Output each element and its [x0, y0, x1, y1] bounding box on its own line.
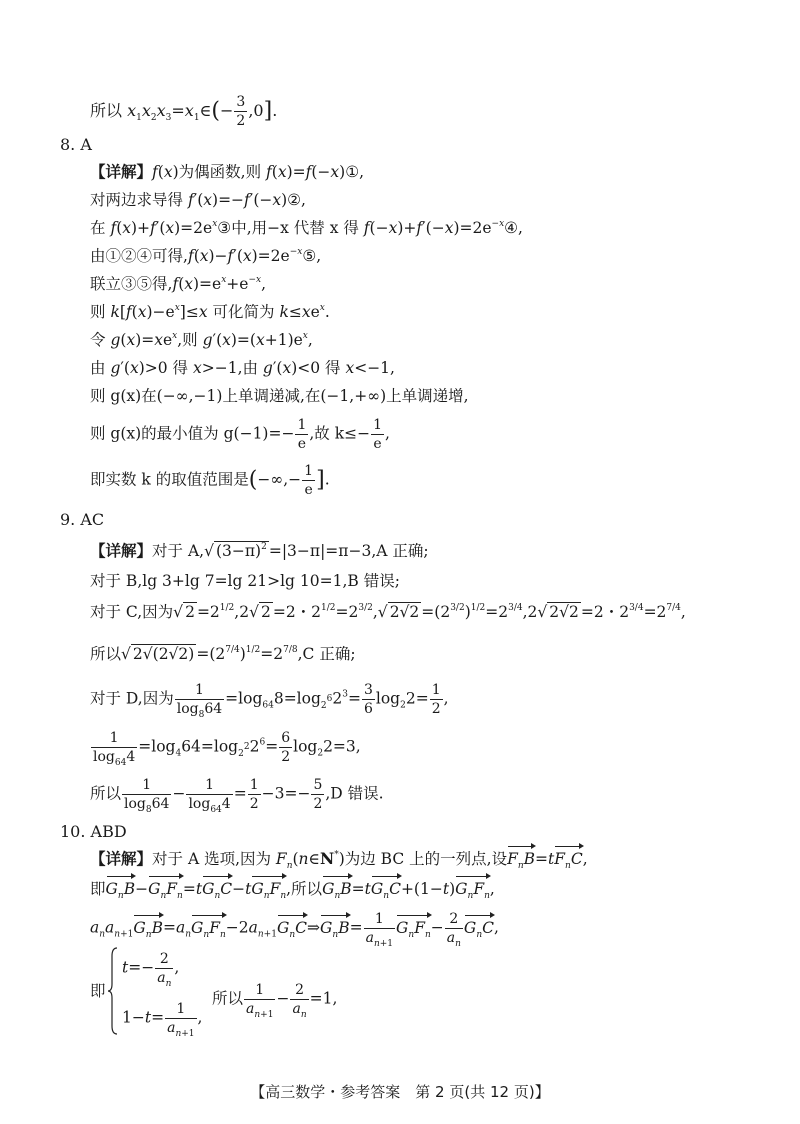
line-8-11: 即实数 k 的取值范围是(−∞,− $\frac{1}{e}$ ]. [90, 463, 330, 498]
detail-tag: 【详解】 [90, 849, 153, 868]
fraction: $\frac{1}{e}$ [304, 463, 314, 498]
fraction: $\frac{1}{\log_864}$ [124, 777, 170, 815]
fraction: $\frac{3}{6}$ [363, 682, 373, 717]
line-10-3: $a_na_{n+1}G_nB=a_nG_nF_n-2a_{n+1}G_nC\Rightarrow G_nB=$ $\frac{1}{a_{n+1}}$ $G_nF_n-$ $\frac{2}{a_n}$ $G_nC$, [90, 911, 499, 949]
fraction: $\frac{3}{2}$ [236, 94, 246, 129]
line-9-5: 对于 D,因为 $\frac{1}{\log_864}$ $=\log_{64}8=\log_{2^6}2^3=$ $\frac{3}{6}$ $\log_22=$ $\frac{1}{2}$ , [90, 682, 449, 720]
question-9-answer: 9. AC [60, 510, 105, 529]
line-9-6: $\frac{1}{\log_{64}4}$ $=\log_464=\log_{2^2}2^6=$ $\frac{6}{2}$ $\log_22=3$, [93, 730, 361, 768]
line-10-1: 【详解】对于 A 选项,因为 $F_n(n\in N^*)$为边 BC 上的一列点,设$F_nB=tF_nC$, [90, 849, 588, 871]
line-8-3: 在 $f(x)+f'(x)=2e^x③$中,用−x 代替 x 得 $f(-x)+f'(-x)=2e^{-x}④$, [90, 219, 523, 237]
line-10-4-result: 所以 $\frac{1}{a_{n+1}}$ − $\frac{2}{a_n}$ =1, [212, 982, 338, 1020]
page-footer: 【高三数学・参考答案 第 2 页(共 12 页)】 [250, 1083, 550, 1101]
equation-system [108, 946, 218, 1039]
line-8-1: 【详解】f(x)为偶函数,则 f(x)=f(−x)①, [90, 162, 365, 181]
detail-tag: 【详解】 [90, 541, 153, 560]
equation-2: 1−t= $\frac{1}{a_{n+1}}$ , [122, 1001, 203, 1039]
fraction: $\frac{2}{a_n}$ [446, 911, 461, 949]
left-brace-icon [108, 946, 118, 1036]
line-9-3: 对于 C,因为√ $2 =2^{1/2},2√$ 2 =2・$2^{1/2}=2^{3/2},√$ $2√2 =(2^{3/2})^{1/2}=2^{3/4},2√$ 2√2 =2・$2^{3/4}=2^{7/4}$, [90, 603, 686, 621]
fraction: $\frac{1}{e}$ [297, 417, 307, 452]
line-8-2: 对两边求导得 f′(x)=−f′(−x)②, [90, 191, 306, 209]
line-8-9: 则 g(x)在(−∞,−1)上单调递减,在(−1,+∞)上单调递增, [90, 387, 469, 405]
fraction: $\frac{1}{\log_864}$ [176, 682, 223, 720]
fraction: $\frac{1}{2}$ [249, 777, 259, 812]
question-8-answer: 8. A [60, 135, 92, 154]
fraction: $\frac{1}{\log_{64}4}$ [93, 730, 136, 768]
fraction: $\frac{5}{2}$ [313, 777, 323, 812]
line-10-4-label: 即 [90, 982, 106, 1000]
fraction: $\frac{1}{2}$ [431, 682, 441, 717]
line-9-4: 所以√ $2√(2√2) =(2^{7/4})^{1/2}=2^{7/8},C$ 正确; [90, 645, 356, 663]
fraction: $\frac{1}{a_{n+1}}$ [246, 982, 274, 1020]
detail-tag: 【详解】 [90, 162, 153, 181]
line-9-2: 对于 B,lg 3+lg 7=lg 21>lg 10=1,B 错误; [90, 572, 400, 590]
line-8-7: 令 $g(x)=xe^x$,则 $g'(x)=(x+1)e^x$, [90, 331, 313, 349]
fraction: $\frac{1}{a_{n+1}}$ [365, 911, 394, 949]
fraction: $\frac{2}{a_n}$ [157, 951, 172, 989]
line-9-7: 所以 $\frac{1}{\log_864}$ − $\frac{1}{\log_{64}4}$ = $\frac{1}{2}$ −3=− $\frac{5}{2}$ ,D 错误. [90, 777, 384, 815]
line-8-4: 由①②④可得$,f(x)-f'(x)=2e^{-x}⑤$, [90, 247, 322, 265]
fraction: $\frac{1}{a_{n+1}}$ [167, 1001, 195, 1039]
fraction: $\frac{6}{2}$ [281, 730, 291, 765]
equation-1: t=− $\frac{2}{a_n}$ , [122, 951, 180, 989]
fraction: $\frac{1}{e}$ [373, 417, 383, 452]
line-8-8: 由 g′(x)>0 得 x>−1,由 g′(x)<0 得 x<−1, [90, 359, 395, 377]
fraction: $\frac{1}{\log_{64}4}$ [188, 777, 231, 815]
line-10-2: 即$G_nB-G_nF_n=tG_nC-tG_nF_n$,所以$G_nB=tG_nC+(1-t)G_nF_n$, [90, 880, 495, 901]
question-10-answer: 10. ABD [60, 822, 127, 841]
line-8-5: 联立③⑤得$,f(x)=e^x+e^{-x}$, [90, 275, 267, 293]
line-1: 所以 $x_1x_2x_3=x_1\in(-$ $\frac{3}{2}$ ,0]. [90, 94, 278, 129]
line-8-6: 则 $k[f(x)-e^x]\le x$ 可化简为 $k\le xe^x$. [90, 303, 330, 321]
line-9-1: 【详解】对于 A,√ $(3-\pi)^2 =|3-\pi|=\pi-3,A$ 正确; [90, 541, 429, 560]
line-8-10: 则 g(x)的最小值为 g(−1)=− $\frac{1}{e}$ ,故 k≤− $\frac{1}{e}$ , [90, 417, 390, 452]
fraction: $\frac{2}{a_n}$ [292, 982, 307, 1020]
